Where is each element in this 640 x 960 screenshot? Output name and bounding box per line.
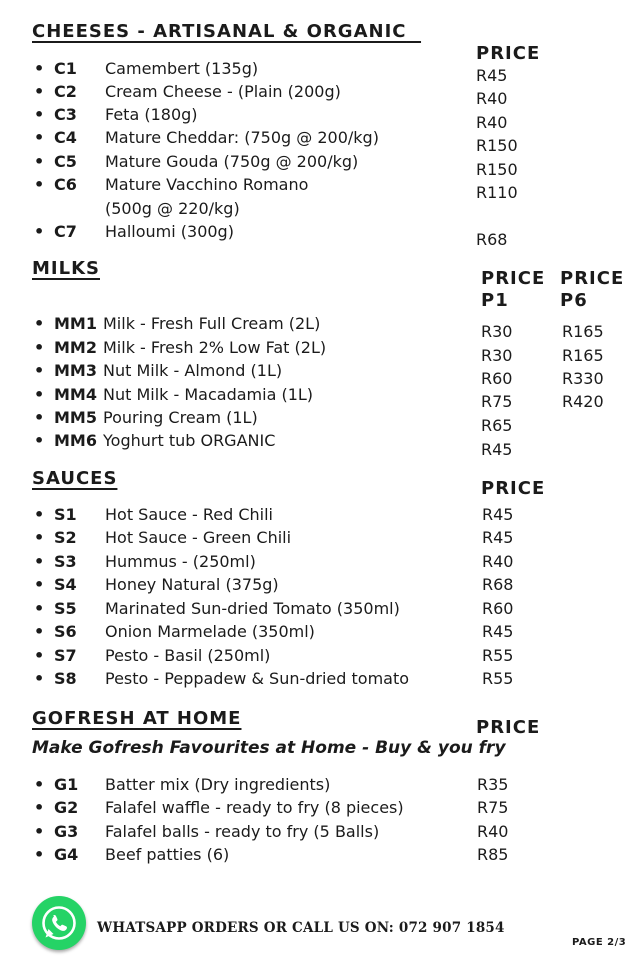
whatsapp-icon[interactable] (32, 896, 86, 950)
bullet: • (34, 82, 45, 101)
sauces-heading: SAUCES (32, 468, 118, 489)
item-name: Mature Gouda (750g @ 200/kg) (105, 152, 359, 171)
item-price-p1: R30 (481, 322, 513, 341)
item-name: Nut Milk - Almond (1L) (103, 361, 283, 380)
item-price: R45 (482, 622, 514, 641)
item-code: G4 (54, 845, 79, 864)
item-code: S8 (54, 669, 77, 688)
item-price: R68 (482, 575, 514, 594)
bullet: • (34, 338, 45, 357)
item-price: R75 (477, 798, 509, 817)
gofresh-price-header: PRICE (476, 717, 541, 738)
item-price: R55 (482, 669, 514, 688)
item-name: Beef patties (6) (105, 845, 230, 864)
item-code: C5 (54, 152, 77, 171)
bullet: • (34, 505, 45, 524)
item-name: Hot Sauce - Green Chili (105, 528, 292, 547)
item-name: Falafel waffle - ready to fry (8 pieces) (105, 798, 404, 817)
page-number: PAGE 2/3 (572, 937, 627, 948)
bullet: • (34, 822, 45, 841)
item-name: Milk - Fresh Full Cream (2L) (103, 314, 321, 333)
item-name: Batter mix (Dry ingredients) (105, 775, 331, 794)
item-price-p6: R420 (562, 392, 604, 411)
item-price: R45 (482, 505, 514, 524)
item-name: Milk - Fresh 2% Low Fat (2L) (103, 338, 327, 357)
item-name: Feta (180g) (105, 105, 198, 124)
milks-price-p1-header: PRICE P1 (481, 268, 546, 311)
milks-price-p6-header: PRICE P6 (560, 268, 625, 311)
bullet: • (34, 385, 45, 404)
item-price-p1: R75 (481, 392, 513, 411)
bullet: • (34, 575, 45, 594)
bullet: • (34, 408, 45, 427)
bullet: • (34, 552, 45, 571)
item-price-p1: R30 (481, 346, 513, 365)
gofresh-heading: GOFRESH AT HOME (32, 708, 242, 729)
item-name: Halloumi (300g) (105, 222, 234, 241)
bullet: • (34, 622, 45, 641)
item-code: S3 (54, 552, 77, 571)
bullet: • (34, 798, 45, 817)
milks-heading: MILKS (32, 258, 100, 279)
item-name: Pouring Cream (1L) (103, 408, 258, 427)
cheeses-price-header: PRICE (476, 43, 541, 64)
item-price: R150 (476, 160, 518, 179)
item-price: R150 (476, 136, 518, 155)
gofresh-subtitle: Make Gofresh Favourites at Home - Buy & you fry (32, 738, 506, 758)
item-name: Mature Vacchino Romano (105, 175, 309, 194)
item-code: G3 (54, 822, 79, 841)
item-name: Hot Sauce - Red Chili (105, 505, 273, 524)
bullet: • (34, 314, 45, 333)
item-code: G2 (54, 798, 79, 817)
phone-icon (32, 896, 86, 950)
bullet: • (34, 845, 45, 864)
item-price-p1: R45 (481, 440, 513, 459)
item-price: R60 (482, 599, 514, 618)
item-name: Honey Natural (375g) (105, 575, 279, 594)
item-price: R85 (477, 845, 509, 864)
bullet: • (34, 528, 45, 547)
item-price: R40 (476, 89, 508, 108)
bullet: • (34, 431, 45, 450)
item-code: S1 (54, 505, 77, 524)
item-name-continued: (500g @ 220/kg) (105, 199, 240, 218)
item-price-p6: R330 (562, 369, 604, 388)
item-price-p1: R65 (481, 416, 513, 435)
item-price: R68 (476, 230, 508, 249)
bullet: • (34, 128, 45, 147)
item-price: R45 (482, 528, 514, 547)
item-name: Mature Cheddar: (750g @ 200/kg) (105, 128, 379, 147)
item-price-p1: R60 (481, 369, 513, 388)
item-price: R40 (477, 822, 509, 841)
bullet: • (34, 59, 45, 78)
item-price: R45 (476, 66, 508, 85)
item-code: MM4 (54, 385, 97, 404)
cheeses-heading: CHEESES - ARTISANAL & ORGANIC (32, 21, 407, 42)
item-code: MM5 (54, 408, 97, 427)
bullet: • (34, 599, 45, 618)
item-name: Yoghurt tub ORGANIC (103, 431, 276, 450)
bullet: • (34, 361, 45, 380)
item-code: S4 (54, 575, 77, 594)
item-name: Falafel balls - ready to fry (5 Balls) (105, 822, 380, 841)
bullet: • (34, 646, 45, 665)
item-code: C2 (54, 82, 77, 101)
item-price: R55 (482, 646, 514, 665)
item-code: C6 (54, 175, 77, 194)
item-code: C1 (54, 59, 77, 78)
item-price: R40 (482, 552, 514, 571)
item-name: Pesto - Peppadew & Sun-dried tomato (105, 669, 410, 688)
item-price: R35 (477, 775, 509, 794)
footer-contact: WHATSAPP ORDERS OR CALL US ON: 072 907 1854 (97, 920, 505, 936)
bullet: • (34, 152, 45, 171)
item-code: S7 (54, 646, 77, 665)
sauces-price-header: PRICE (481, 478, 546, 499)
item-code: G1 (54, 775, 79, 794)
item-name: Cream Cheese - (Plain (200g) (105, 82, 341, 101)
item-price-p6: R165 (562, 346, 604, 365)
item-code: S2 (54, 528, 77, 547)
bullet: • (34, 175, 45, 194)
item-name: Onion Marmelade (350ml) (105, 622, 315, 641)
item-price-p6: R165 (562, 322, 604, 341)
item-code: C3 (54, 105, 77, 124)
item-code: MM2 (54, 338, 97, 357)
item-code: MM1 (54, 314, 97, 333)
item-name: Nut Milk - Macadamia (1L) (103, 385, 314, 404)
item-price: R40 (476, 113, 508, 132)
item-name: Camembert (135g) (105, 59, 259, 78)
bullet: • (34, 775, 45, 794)
item-code: C7 (54, 222, 77, 241)
item-name: Hummus - (250ml) (105, 552, 256, 571)
item-name: Marinated Sun-dried Tomato (350ml) (105, 599, 400, 618)
item-price: R110 (476, 183, 518, 202)
bullet: • (34, 669, 45, 688)
item-code: C4 (54, 128, 77, 147)
item-name: Pesto - Basil (250ml) (105, 646, 271, 665)
item-code: S6 (54, 622, 77, 641)
item-code: S5 (54, 599, 77, 618)
bullet: • (34, 222, 45, 241)
item-code: MM3 (54, 361, 97, 380)
item-code: MM6 (54, 431, 97, 450)
bullet: • (34, 105, 45, 124)
